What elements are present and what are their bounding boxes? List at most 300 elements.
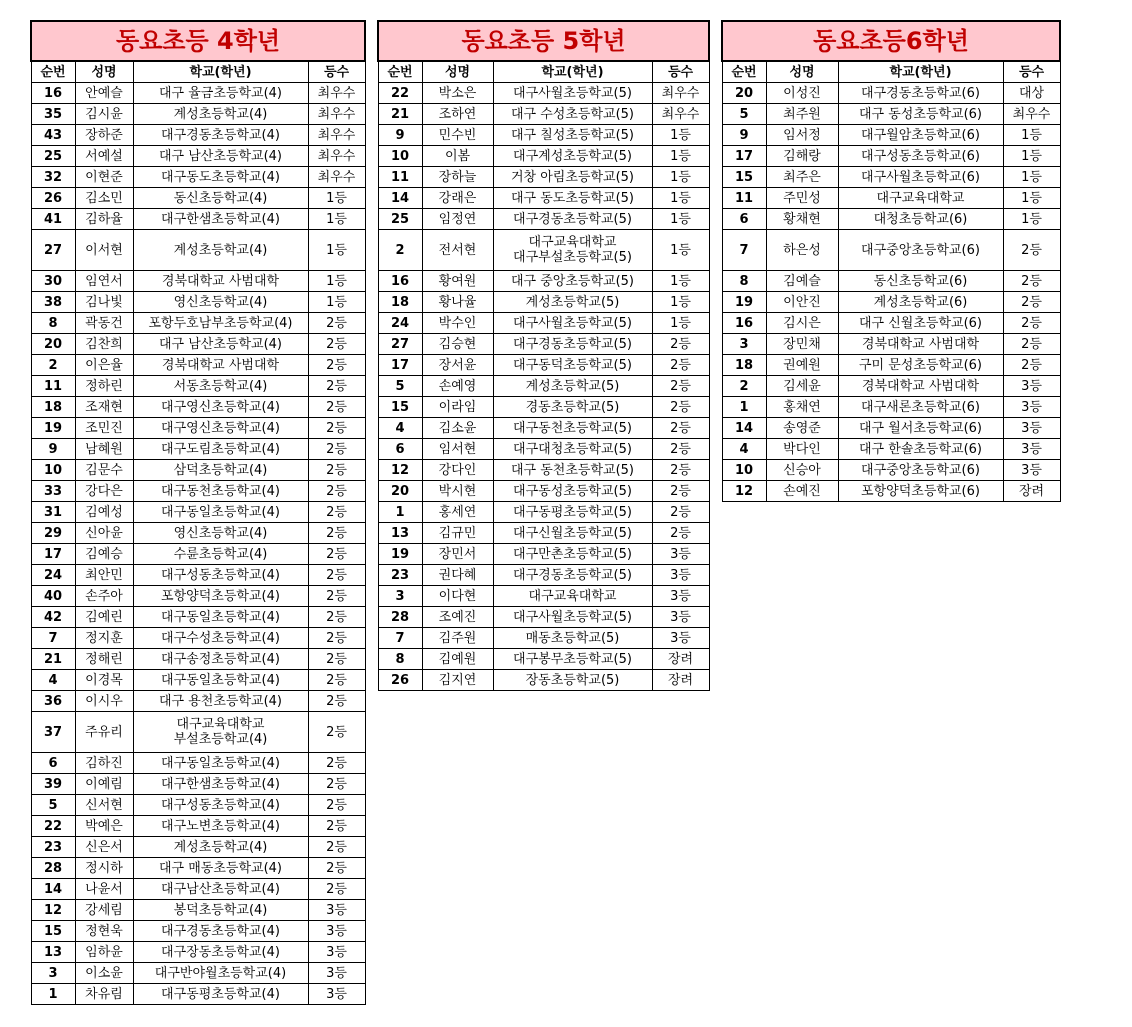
award-rank: 3등 [652, 565, 709, 586]
award-rank: 2등 [1003, 271, 1060, 292]
table-row [378, 586, 709, 607]
school-text: 경동초등학교(5) [525, 399, 620, 415]
student-name: 박시현 [422, 481, 493, 502]
table-row [31, 544, 365, 565]
award-rank: 3등 [308, 942, 365, 963]
table-row [722, 188, 1060, 209]
table-row [31, 753, 365, 774]
student-name: 김하진 [75, 753, 133, 774]
award-rank: 1등 [652, 146, 709, 167]
grade5-table [377, 20, 710, 691]
entry-number: 16 [722, 313, 766, 334]
entry-number: 7 [378, 628, 422, 649]
student-name: 홍채연 [766, 397, 838, 418]
entry-number: 35 [31, 104, 75, 125]
student-name: 최주원 [766, 104, 838, 125]
table-row [378, 313, 709, 334]
student-name: 장하늘 [422, 167, 493, 188]
table-row [722, 460, 1060, 481]
student-name: 홍세연 [422, 502, 493, 523]
student-name: 황나율 [422, 292, 493, 313]
school-grade [133, 167, 308, 188]
award-rank: 2등 [308, 397, 365, 418]
school-grade [133, 460, 308, 481]
entry-number: 26 [378, 670, 422, 691]
award-rank: 최우수 [308, 83, 365, 104]
table-row [722, 376, 1060, 397]
student-name: 김나빛 [75, 292, 133, 313]
table-row [31, 691, 365, 712]
award-rank: 최우수 [1003, 104, 1060, 125]
school-grade [838, 334, 1003, 355]
award-rank: 1등 [308, 271, 365, 292]
student-name: 김주원 [422, 628, 493, 649]
school-grade [838, 125, 1003, 146]
school-text: 대구계성초등학교(5) [513, 148, 632, 164]
award-rank: 1등 [1003, 146, 1060, 167]
entry-number: 25 [378, 209, 422, 230]
school-text: 대구수성초등학교(4) [161, 630, 280, 646]
school-text: 대구동성초등학교(5) [513, 483, 632, 499]
award-rank: 3등 [652, 607, 709, 628]
student-name: 임연서 [75, 271, 133, 292]
table-row [31, 167, 365, 188]
school-text: 포항양덕초등학교(4) [161, 588, 280, 604]
student-name: 김지연 [422, 670, 493, 691]
award-rank: 3등 [652, 628, 709, 649]
school-text: 대구 수성초등학교(5) [510, 106, 634, 122]
entry-number: 5 [722, 104, 766, 125]
school-grade [838, 146, 1003, 167]
col-header-number: 순번 [722, 61, 766, 83]
entry-number: 6 [31, 753, 75, 774]
award-rank: 1등 [308, 209, 365, 230]
student-name: 주유리 [75, 712, 133, 753]
student-name: 최안민 [75, 565, 133, 586]
table-row [31, 146, 365, 167]
school-text: 구미 문성초등학교(6) [858, 357, 982, 373]
table-row [31, 984, 365, 1005]
school-text: 계성초등학교(6) [873, 294, 968, 310]
entry-number: 27 [31, 230, 75, 271]
col-header-name: 성명 [766, 61, 838, 83]
award-rank: 2등 [652, 502, 709, 523]
student-name: 박다인 [766, 439, 838, 460]
student-name: 김승현 [422, 334, 493, 355]
table-row [31, 397, 365, 418]
school-grade [493, 628, 652, 649]
student-name: 하은성 [766, 230, 838, 271]
entry-number: 2 [722, 376, 766, 397]
student-name: 박소은 [422, 83, 493, 104]
col-header-rank: 등수 [1003, 61, 1060, 83]
table-row [31, 439, 365, 460]
student-name: 주민성 [766, 188, 838, 209]
col-header-school: 학교(학년) [133, 61, 308, 83]
school-text: 수륜초등학교(4) [173, 546, 268, 562]
school-grade [493, 376, 652, 397]
school-grade [133, 837, 308, 858]
student-name: 이은율 [75, 355, 133, 376]
entry-number: 32 [31, 167, 75, 188]
award-rank: 1등 [1003, 125, 1060, 146]
table-row [31, 963, 365, 984]
entry-number: 4 [722, 439, 766, 460]
table-row [722, 146, 1060, 167]
school-text: 대구송정초등학교(4) [161, 651, 280, 667]
student-name: 김예승 [75, 544, 133, 565]
school-text: 대구동일초등학교(4) [161, 672, 280, 688]
student-name: 김소민 [75, 188, 133, 209]
award-rank: 최우수 [308, 104, 365, 125]
table-row [31, 565, 365, 586]
school-text: 대구월암초등학교(6) [861, 127, 980, 143]
school-text: 대구 매동초등학교(4) [158, 860, 282, 876]
award-rank: 2등 [308, 774, 365, 795]
table-row [31, 586, 365, 607]
student-name: 신은서 [75, 837, 133, 858]
entry-number: 28 [378, 607, 422, 628]
school-text: 대구 남산초등학교(4) [158, 336, 282, 352]
school-text: 계성초등학교(4) [173, 839, 268, 855]
award-rank: 1등 [652, 167, 709, 188]
table-row [31, 355, 365, 376]
table-row [31, 921, 365, 942]
student-name: 이현준 [75, 167, 133, 188]
entry-number: 2 [378, 230, 422, 271]
student-name: 정현욱 [75, 921, 133, 942]
school-text: 대구동도초등학교(4) [161, 169, 280, 185]
table-row [378, 188, 709, 209]
award-rank: 2등 [308, 691, 365, 712]
table-row [31, 188, 365, 209]
table-row [31, 481, 365, 502]
school-text: 대구경동초등학교(4) [161, 127, 280, 143]
school-grade [493, 670, 652, 691]
table-row [31, 83, 365, 104]
student-name: 나윤서 [75, 879, 133, 900]
student-name: 강다은 [75, 481, 133, 502]
entry-number: 17 [378, 355, 422, 376]
school-text: 대구성동초등학교(4) [161, 797, 280, 813]
school-text: 대구봉무초등학교(5) [513, 651, 632, 667]
school-grade [133, 879, 308, 900]
student-name: 민수빈 [422, 125, 493, 146]
school-text: 서동초등학교(4) [173, 378, 268, 394]
student-name: 임서정 [766, 125, 838, 146]
entry-number: 19 [378, 544, 422, 565]
student-name: 조민진 [75, 418, 133, 439]
award-rank: 2등 [308, 753, 365, 774]
table-row [378, 397, 709, 418]
student-name: 곽동건 [75, 313, 133, 334]
table-row [378, 523, 709, 544]
student-name: 김시은 [766, 313, 838, 334]
school-text: 대구한샘초등학교(4) [161, 776, 280, 792]
entry-number: 13 [378, 523, 422, 544]
school-text: 대구경동초등학교(4) [161, 923, 280, 939]
table-row [378, 292, 709, 313]
school-text: 대구사월초등학교(6) [861, 169, 980, 185]
entry-number: 14 [378, 188, 422, 209]
table-row [722, 313, 1060, 334]
student-name: 김규민 [422, 523, 493, 544]
table-row [31, 837, 365, 858]
school-text: 대구중앙초등학교(6) [861, 462, 980, 478]
award-rank: 2등 [652, 523, 709, 544]
col-header-name: 성명 [75, 61, 133, 83]
school-text: 대구성동초등학교(6) [861, 148, 980, 164]
entry-number: 12 [378, 460, 422, 481]
school-grade [838, 313, 1003, 334]
table-row [722, 271, 1060, 292]
entry-number: 38 [31, 292, 75, 313]
school-text: 경북대학교 사범대학 [161, 273, 280, 289]
school-grade [133, 774, 308, 795]
school-text: 영신초등학교(4) [173, 525, 268, 541]
school-text: 경북대학교 사범대학 [161, 357, 280, 373]
award-rank: 2등 [1003, 230, 1060, 271]
student-name: 권예원 [766, 355, 838, 376]
award-rank: 2등 [1003, 334, 1060, 355]
col-header-rank: 등수 [652, 61, 709, 83]
award-rank: 3등 [308, 963, 365, 984]
school-text: 대구동천초등학교(5) [513, 420, 632, 436]
school-text: 대구 남산초등학교(4) [158, 148, 282, 164]
school-grade [493, 649, 652, 670]
school-grade [133, 418, 308, 439]
entry-number: 15 [378, 397, 422, 418]
student-name: 손주아 [75, 586, 133, 607]
entry-number: 8 [722, 271, 766, 292]
entry-number: 3 [31, 963, 75, 984]
award-rank: 2등 [308, 670, 365, 691]
award-rank: 2등 [308, 816, 365, 837]
entry-number: 11 [378, 167, 422, 188]
table-row [378, 83, 709, 104]
entry-number: 6 [722, 209, 766, 230]
award-rank: 1등 [1003, 167, 1060, 188]
table-row [378, 230, 709, 271]
school-grade [493, 523, 652, 544]
award-rank: 3등 [308, 984, 365, 1005]
award-rank: 2등 [308, 879, 365, 900]
entry-number: 8 [378, 649, 422, 670]
entry-number: 10 [722, 460, 766, 481]
entry-number: 4 [31, 670, 75, 691]
award-rank: 2등 [308, 313, 365, 334]
award-rank: 2등 [308, 418, 365, 439]
award-rank: 2등 [308, 837, 365, 858]
school-grade [133, 628, 308, 649]
school-text: 대구대청초등학교(5) [513, 441, 632, 457]
school-grade [133, 670, 308, 691]
school-text: 대구신월초등학교(5) [513, 525, 632, 541]
school-grade [838, 83, 1003, 104]
table-title: 동요초등6학년 [722, 21, 1060, 61]
entry-number: 1 [31, 984, 75, 1005]
entry-number: 3 [378, 586, 422, 607]
award-rank: 2등 [308, 649, 365, 670]
school-text: 대구도림초등학교(4) [161, 441, 280, 457]
school-grade [493, 355, 652, 376]
entry-number: 40 [31, 586, 75, 607]
entry-number: 22 [378, 83, 422, 104]
student-name: 임하윤 [75, 942, 133, 963]
entry-number: 41 [31, 209, 75, 230]
school-text: 매동초등학교(5) [525, 630, 620, 646]
school-text: 대구교육대학교 부설초등학교(4) [173, 717, 268, 747]
entry-number: 21 [31, 649, 75, 670]
table-row [31, 125, 365, 146]
table-row [31, 816, 365, 837]
student-name: 장서윤 [422, 355, 493, 376]
award-rank: 2등 [308, 544, 365, 565]
award-rank: 2등 [308, 439, 365, 460]
student-name: 남혜원 [75, 439, 133, 460]
award-rank: 1등 [652, 271, 709, 292]
school-grade [493, 209, 652, 230]
entry-number: 20 [722, 83, 766, 104]
award-rank: 1등 [652, 313, 709, 334]
school-grade [493, 188, 652, 209]
student-name: 이소윤 [75, 963, 133, 984]
entry-number: 6 [378, 439, 422, 460]
student-name: 김예원 [422, 649, 493, 670]
student-name: 김문수 [75, 460, 133, 481]
entry-number: 5 [378, 376, 422, 397]
school-text: 대구 율금초등학교(4) [158, 85, 282, 101]
entry-number: 15 [31, 921, 75, 942]
entry-number: 4 [378, 418, 422, 439]
entry-number: 1 [378, 502, 422, 523]
school-grade [133, 921, 308, 942]
school-text: 영신초등학교(4) [173, 294, 268, 310]
school-text: 동신초등학교(6) [873, 273, 968, 289]
school-grade [133, 355, 308, 376]
award-rank: 1등 [652, 292, 709, 313]
school-grade [493, 125, 652, 146]
table-row [722, 230, 1060, 271]
school-grade [133, 313, 308, 334]
school-text: 대구사월초등학교(5) [513, 609, 632, 625]
entry-number: 20 [378, 481, 422, 502]
award-rank: 2등 [652, 460, 709, 481]
school-text: 대구 월서초등학교(6) [858, 420, 982, 436]
award-rank: 2등 [652, 376, 709, 397]
student-name: 박수인 [422, 313, 493, 334]
table-row [31, 313, 365, 334]
table-row [722, 167, 1060, 188]
grade6-table [721, 20, 1061, 502]
award-rank: 2등 [1003, 313, 1060, 334]
award-rank: 2등 [308, 481, 365, 502]
school-grade [133, 502, 308, 523]
table-row [378, 167, 709, 188]
table-row [378, 104, 709, 125]
col-header-number: 순번 [378, 61, 422, 83]
school-text: 대구 용천초등학교(4) [158, 693, 282, 709]
award-rank: 3등 [1003, 418, 1060, 439]
school-text: 계성초등학교(5) [525, 378, 620, 394]
student-name: 김소윤 [422, 418, 493, 439]
award-rank: 3등 [1003, 397, 1060, 418]
table-row [31, 209, 365, 230]
award-rank: 2등 [308, 712, 365, 753]
award-rank: 1등 [652, 188, 709, 209]
school-text: 대구장동초등학교(4) [161, 944, 280, 960]
table-row [31, 502, 365, 523]
school-text: 대구동평초등학교(4) [161, 986, 280, 1002]
student-name: 김찬희 [75, 334, 133, 355]
award-rank: 1등 [308, 188, 365, 209]
table-row [31, 774, 365, 795]
school-grade [133, 230, 308, 271]
entry-number: 16 [378, 271, 422, 292]
student-name: 김예린 [75, 607, 133, 628]
award-rank: 최우수 [308, 167, 365, 188]
school-text: 포항양덕초등학교(6) [861, 483, 980, 499]
entry-number: 14 [722, 418, 766, 439]
award-rank: 2등 [652, 481, 709, 502]
award-rank: 2등 [308, 355, 365, 376]
school-grade [838, 271, 1003, 292]
award-rank: 2등 [308, 607, 365, 628]
table-row [31, 858, 365, 879]
school-grade [493, 544, 652, 565]
entry-number: 8 [31, 313, 75, 334]
table-row [722, 355, 1060, 376]
student-name: 이라임 [422, 397, 493, 418]
school-text: 대구만촌초등학교(5) [513, 546, 632, 562]
school-text: 대구 칠성초등학교(5) [510, 127, 634, 143]
col-header-name: 성명 [422, 61, 493, 83]
student-name: 정해린 [75, 649, 133, 670]
school-grade [133, 816, 308, 837]
student-name: 최주은 [766, 167, 838, 188]
student-name: 이성진 [766, 83, 838, 104]
school-text: 계성초등학교(4) [173, 242, 268, 258]
school-grade [493, 146, 652, 167]
entry-number: 42 [31, 607, 75, 628]
table-row [31, 292, 365, 313]
entry-number: 30 [31, 271, 75, 292]
school-text: 대구경동초등학교(6) [861, 85, 980, 101]
school-grade [133, 104, 308, 125]
award-rank: 2등 [652, 439, 709, 460]
school-grade [493, 439, 652, 460]
school-grade [493, 167, 652, 188]
table-row [722, 439, 1060, 460]
student-name: 이예림 [75, 774, 133, 795]
entry-number: 1 [722, 397, 766, 418]
award-rank: 3등 [652, 544, 709, 565]
award-rank: 2등 [308, 460, 365, 481]
table-row [31, 376, 365, 397]
award-rank: 2등 [652, 334, 709, 355]
award-rank: 2등 [1003, 292, 1060, 313]
table-row [31, 942, 365, 963]
table-row [31, 795, 365, 816]
school-text: 대구한샘초등학교(4) [161, 211, 280, 227]
school-text: 대구동일초등학교(4) [161, 755, 280, 771]
school-text: 대구새론초등학교(6) [861, 399, 980, 415]
school-text: 대구교육대학교 [876, 190, 965, 206]
award-rank: 2등 [308, 523, 365, 544]
school-grade [493, 271, 652, 292]
entry-number: 39 [31, 774, 75, 795]
entry-number: 43 [31, 125, 75, 146]
